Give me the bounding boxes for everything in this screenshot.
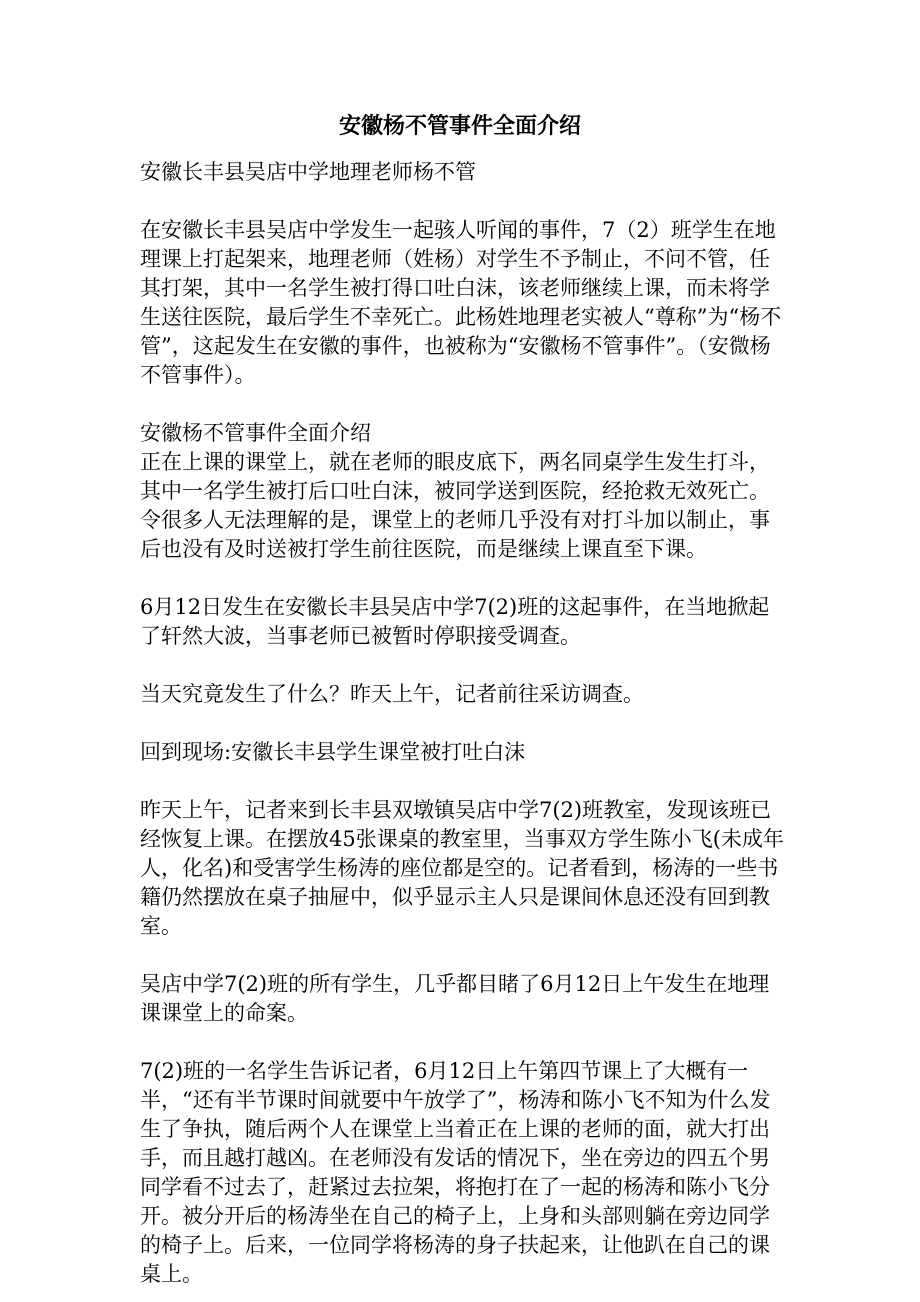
intro-paragraph: 在安徽长丰县吴店中学发生一起骇人听闻的事件，7（2）班学生在地理课上打起架来，地理老师（姓杨）对学生不予制止，不问不管，任其打架，其中一名学生被打得口吐白沫，该老师继续上课，而未将学生送往医院，最后学生不幸死亡。此杨姓地理老实被人“尊称”为“杨不管”，这起发生在安徽的事件，也被称为“安徽杨不管事件”。（安微杨不管事件）。	[140, 218, 782, 387]
account-paragraph: 7(2)班的一名学生告诉记者，6月12日上午第四节课上了大概有一半，“还有半节课时间就要中午放学了”，杨涛和陈小飞不知为什么发生了争执，随后两个人在课堂上当着正在上课的老师的面，就大打出手，而且越打越凶。在老师没有发话的情况下，坐在旁边的四五个男同学看不过去了，赶紧过去拉架，将抱打在了一起的杨涛和陈小飞分开。被分开后的杨涛坐在自己的椅子上，上身和头部则躺在旁边同学的椅子上。后来，一位同学将杨涛的身子扶起来，让他趴在自己的课桌上。	[140, 1059, 771, 1286]
classroom-paragraph: 昨天上午，记者来到长丰县双墩镇吴店中学7(2)班教室，发现该班已经恢复上课。在摆放45张课桌的教室里，当事双方学生陈小飞(未成年人，化名)和受害学生杨涛的座位都是空的。记者看到，杨涛的一些书籍仍然摆放在桌子抽屉中，似乎显示主人只是课间休息还没有回到教室。	[140, 798, 784, 938]
section-heading: 安徽杨不管事件全面介绍	[140, 421, 371, 445]
document-title: 安徽杨不管事件全面介绍	[338, 113, 581, 139]
summary-paragraph: 正在上课的课堂上，就在老师的眼皮底下，两名同桌学生发生打斗，其中一名学生被打后口吐白沫，被同学送到医院，经抢救无效死亡。令很多人无法理解的是，课堂上的老师几乎没有对打斗加以制止，事后也没有及时送被打学生前往医院，而是继续上课直至下课。	[140, 450, 770, 561]
question-paragraph: 当天究竟发生了什么？昨天上午，记者前往采访调查。	[140, 682, 644, 706]
document-body	[140, 158, 785, 1289]
witness-paragraph: 吴店中学7(2)班的所有学生，几乎都目睹了6月12日上午发生在地理课课堂上的命案。	[140, 972, 770, 1025]
subtitle-paragraph: 安徽长丰县吴店中学地理老师杨不管	[140, 160, 476, 184]
scene-heading: 回到现场:安徽长丰县学生课堂被打吐白沫	[140, 740, 526, 764]
event-paragraph: 6月12日发生在安徽长丰县吴店中学7(2)班的这起事件，在当地掀起了轩然大波，当事老师已被暂时停职接受调查。	[140, 595, 770, 648]
